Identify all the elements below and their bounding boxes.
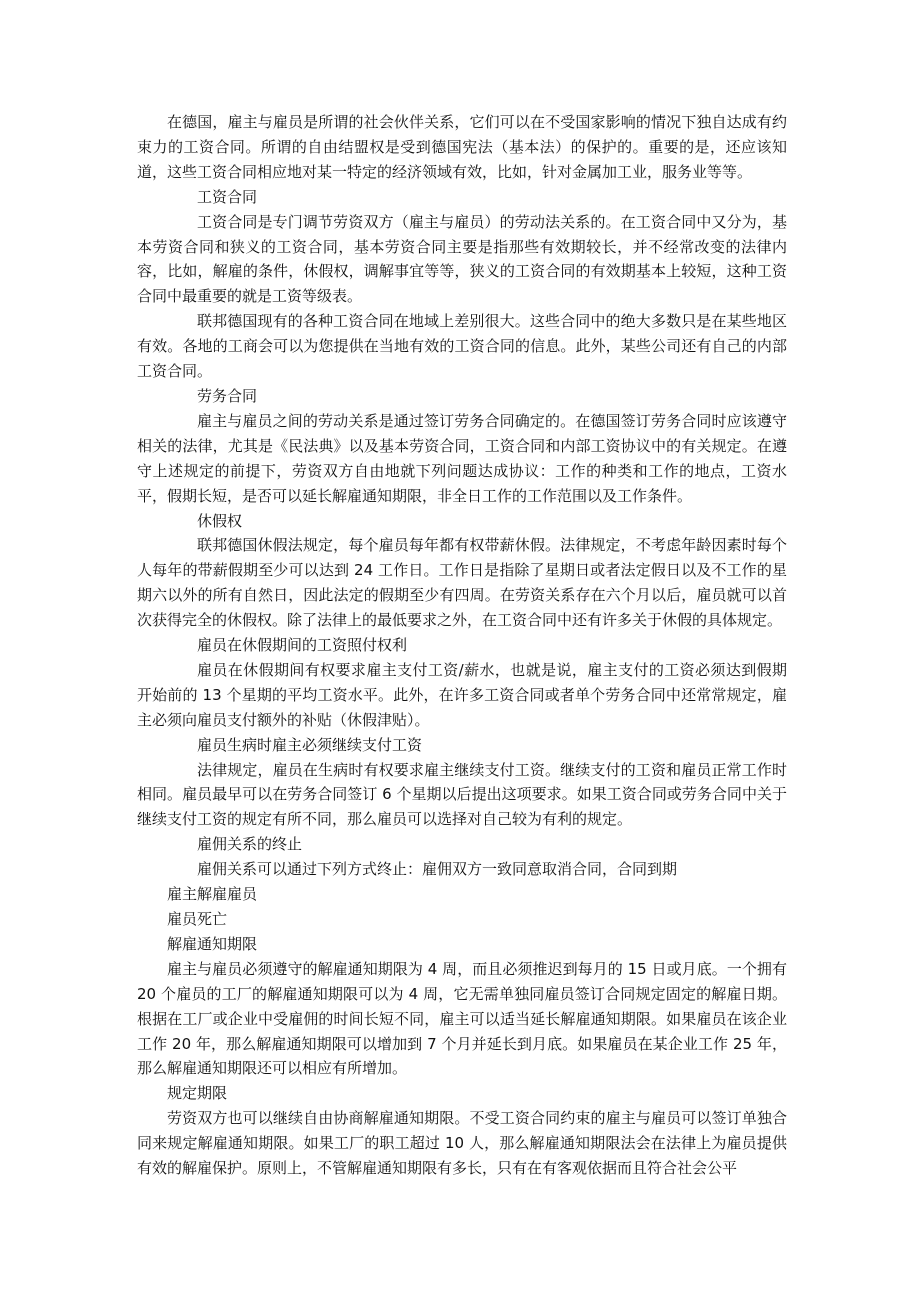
paragraph-vacation-pay: 雇员在休假期间有权要求雇主支付工资/薪水，也就是说，雇主支付的工资必须达到假期开始前的 13 个星期的平均工资水平。此外，在许多工资合同或者单个劳务合同中还常常规定，雇主必须向雇员支付额外的补贴（休假津贴）。 [137, 660, 787, 729]
heading-vacation-pay: 雇员在休假期间的工资照付权利 [197, 636, 408, 655]
paragraph-intro: 在德国，雇主与雇员是所谓的社会伙伴关系，它们可以在不受国家影响的情况下独自达成有约束力的工资合同。所谓的自由结盟权是受到德国宪法（基本法）的保护的。重要的是，还应该知道，这些工资合同相应地对某一特定的经济领域有效，比如，针对金属加工业，服务业等等。 [137, 113, 787, 181]
heading-wage-contract: 工资合同 [197, 187, 258, 206]
paragraph-termination: 雇佣关系可以通过下列方式终止：雇佣双方一致同意取消合同，合同到期 [197, 860, 678, 879]
list-item-death: 雇员死亡 [167, 910, 228, 928]
paragraph-sick-pay: 法律规定，雇员在生病时有权要求雇主继续支付工资。继续支付的工资和雇员正常工作时相同。雇员最早可以在劳务合同签订 6 个星期以后提出这项要求。如果工资合同或劳务合同中关于继续支付工资的规定有所不同，那么雇员可以选择对自己较为有利的规定。 [137, 760, 787, 829]
paragraph-wage-contract: 工资合同是专门调节劳资双方（雇主与雇员）的劳动法关系的。在工资合同中又分为，基本劳资合同和狭义的工资合同，基本劳资合同主要是指那些有效期较长，并不经常改变的法律内容，比如，解雇的条件，休假权，调解事宜等等，狭义的工资合同的有效期基本上较短，这种工资合同中最重要的就是工资等级表。 [137, 212, 787, 306]
heading-sick-pay: 雇员生病时雇主必须继续支付工资 [197, 735, 423, 754]
paragraph-regional-contracts: 联邦德国现有的各种工资合同在地域上差别很大。这些合同中的绝大多数只是在某些地区有效。各地的工商会可以为您提供在当地有效的工资合同的信息。此外，某些公司还有自己的内部工资合同。 [137, 312, 787, 381]
paragraph-service-contract: 雇主与雇员之间的劳动关系是通过签订劳务合同确定的。在德国签订劳务合同时应该遵守相关的法律，尤其是《民法典》以及基本劳资合同，工资合同和内部工资协议中的有关规定。在遵守上述规定的前提下，劳资双方自由地就下列问题达成协议：工作的种类和工作的地点，工资水平，假期长短，是否可以延长解雇通知期限，非全日工作的工作范围以及工作条件。 [137, 411, 787, 505]
paragraph-vacation-right: 联邦德国休假法规定，每个雇员每年都有权带薪休假。法律规定，不考虑年龄因素时每个人每年的带薪假期至少可以达到 24 工作日。工作日是指除了星期日或者法定假日以及不工作的星期六以外的所有自然日，因此法定的假期至少有四周。在劳资关系存在六个月以后，雇员就可以首次获得完全的休假权。除了法律上的最低要求之外，在工资合同中还有许多关于休假的具体规定。 [137, 536, 787, 630]
paragraph-stipulated-period: 劳资双方也可以继续自由协商解雇通知期限。不受工资合同约束的雇主与雇员可以签订单独合同来规定解雇通知期限。如果工厂的职工超过 10 人，那么解雇通知期限法会在法律上为雇员提供有效的解雇保护。原则上，不管解雇通知期限有多长，只有在有客观依据而且符合社会公平 [137, 1109, 787, 1178]
list-item-dismissal: 雇主解雇雇员 [167, 885, 258, 904]
document-page [137, 110, 787, 1181]
heading-stipulated-period: 规定期限 [167, 1084, 228, 1103]
heading-service-contract: 劳务合同 [197, 386, 258, 405]
heading-vacation-right: 休假权 [197, 511, 243, 530]
paragraph-notice-period: 雇主与雇员必须遵守的解雇通知期限为 4 周，而且必须推迟到每月的 15 日或月底。一个拥有 20 个雇员的工厂的解雇通知期限可以为 4 周，它无需单独同雇员签订合同规定固定的解雇日期。根据在工厂或企业中受雇佣的时间长短不同，雇主可以适当延长解雇通知期限。如果雇员在该企业工作 20 年，那么解雇通知期限可以增加到 7 个月并延长到月底。如果雇员在某企业工作 25 年，那么解雇通知期限还可以相应有所增加。 [137, 959, 787, 1078]
heading-termination: 雇佣关系的终止 [197, 835, 303, 854]
heading-notice-period: 解雇通知期限 [167, 934, 258, 953]
